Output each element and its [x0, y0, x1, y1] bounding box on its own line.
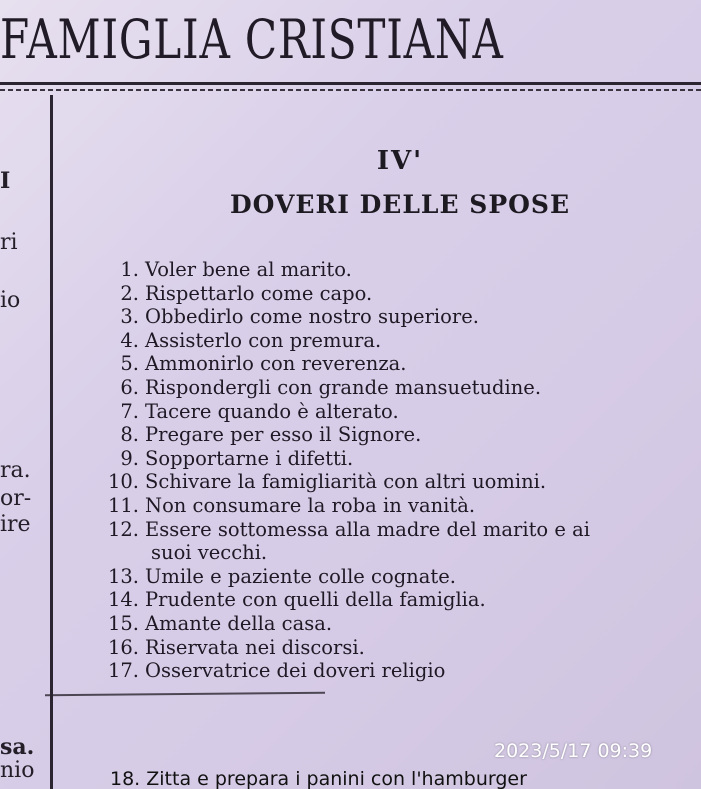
- list-item: [95, 305, 695, 329]
- item-number: 16.: [107, 635, 139, 659]
- item-text: Schivare la famigliarità con altri uomini.: [145, 470, 547, 494]
- item-number: 15.: [107, 611, 139, 635]
- item-number: 1.: [120, 258, 139, 281]
- left-column-text: sa.: [0, 734, 35, 760]
- list-item: [95, 352, 695, 376]
- section-heading: DOVERI DELLE SPOSE: [229, 190, 571, 219]
- item-text: Pregare per esso il Signore.: [145, 423, 422, 447]
- item-number: 6.: [120, 375, 139, 399]
- list-item: [95, 376, 695, 400]
- item-number: 2.: [120, 281, 139, 305]
- list-item: [95, 636, 695, 660]
- item-text: Sopportarne i difetti.: [145, 446, 354, 470]
- list-item: [95, 518, 695, 565]
- left-column-text: nio: [0, 758, 35, 783]
- list-item: [95, 659, 695, 683]
- masthead-title: FAMIGLIA CRISTIANA: [0, 8, 504, 71]
- list-item: [95, 494, 695, 518]
- left-column-text: I: [0, 168, 11, 194]
- item-text: Riservata nei discorsi.: [145, 635, 365, 659]
- item-text: Umile e paziente colle cognate.: [145, 564, 456, 588]
- item-number: 12.: [107, 517, 139, 541]
- list-item: [95, 258, 695, 282]
- list-item: [95, 423, 695, 447]
- strikethrough-line: [45, 692, 325, 696]
- masthead-dotted-rule: [0, 89, 701, 91]
- left-column-text: or-: [0, 486, 32, 511]
- item-text-continuation: suoi vecchi.: [151, 541, 268, 565]
- item-number: 9.: [120, 446, 139, 470]
- item-number: 11.: [107, 493, 139, 517]
- list-item: [95, 588, 695, 612]
- item-text: Rispettarlo come capo.: [145, 281, 373, 305]
- item-number: 13.: [107, 564, 139, 588]
- item-number: 14.: [107, 588, 139, 612]
- item-number: 7.: [120, 399, 139, 423]
- caption-text: 18. Zitta e prepara i panini con l'hamburger: [110, 768, 527, 789]
- item-number: 10.: [107, 470, 139, 494]
- item-number: 4.: [120, 328, 139, 352]
- item-number: 5.: [120, 352, 139, 376]
- item-text: Rispondergli con grande mansuetudine.: [145, 375, 542, 399]
- list-item: [95, 329, 695, 353]
- masthead-rule: [0, 82, 701, 85]
- duties-list: [95, 258, 695, 683]
- list-item: [95, 470, 695, 494]
- item-text: Essere sottomessa alla madre del marito e ai: [145, 517, 590, 541]
- masthead: [0, 0, 701, 90]
- left-column-text: ire: [0, 512, 31, 537]
- item-text: Obbedirlo come nostro superiore.: [145, 305, 479, 329]
- list-item: [95, 447, 695, 471]
- item-text: Osservatrice dei doveri religio: [145, 659, 446, 683]
- item-text: Voler bene al marito.: [145, 258, 352, 281]
- column-divider: [50, 95, 53, 789]
- list-item: [95, 612, 695, 636]
- left-column-text: ri: [0, 230, 18, 255]
- list-item: [95, 282, 695, 306]
- list-item: [95, 400, 695, 424]
- item-number: 3.: [120, 305, 139, 329]
- photo-timestamp: 2023/5/17 09:39: [494, 740, 653, 762]
- item-number: 17.: [107, 659, 139, 683]
- item-text: Prudente con quelli della famiglia.: [145, 588, 486, 612]
- item-text: Amante della casa.: [145, 611, 333, 635]
- item-number: 8.: [120, 423, 139, 447]
- item-text: Ammonirlo con reverenza.: [145, 352, 407, 376]
- item-text: Tacere quando è alterato.: [145, 399, 399, 423]
- left-column-text: io: [0, 288, 21, 313]
- item-text: Assisterlo con premura.: [145, 328, 382, 352]
- left-column-text: ra.: [0, 458, 31, 483]
- list-item: [95, 565, 695, 589]
- item-text: Non consumare la roba in vanità.: [145, 493, 476, 517]
- section-numeral: IV': [376, 146, 424, 176]
